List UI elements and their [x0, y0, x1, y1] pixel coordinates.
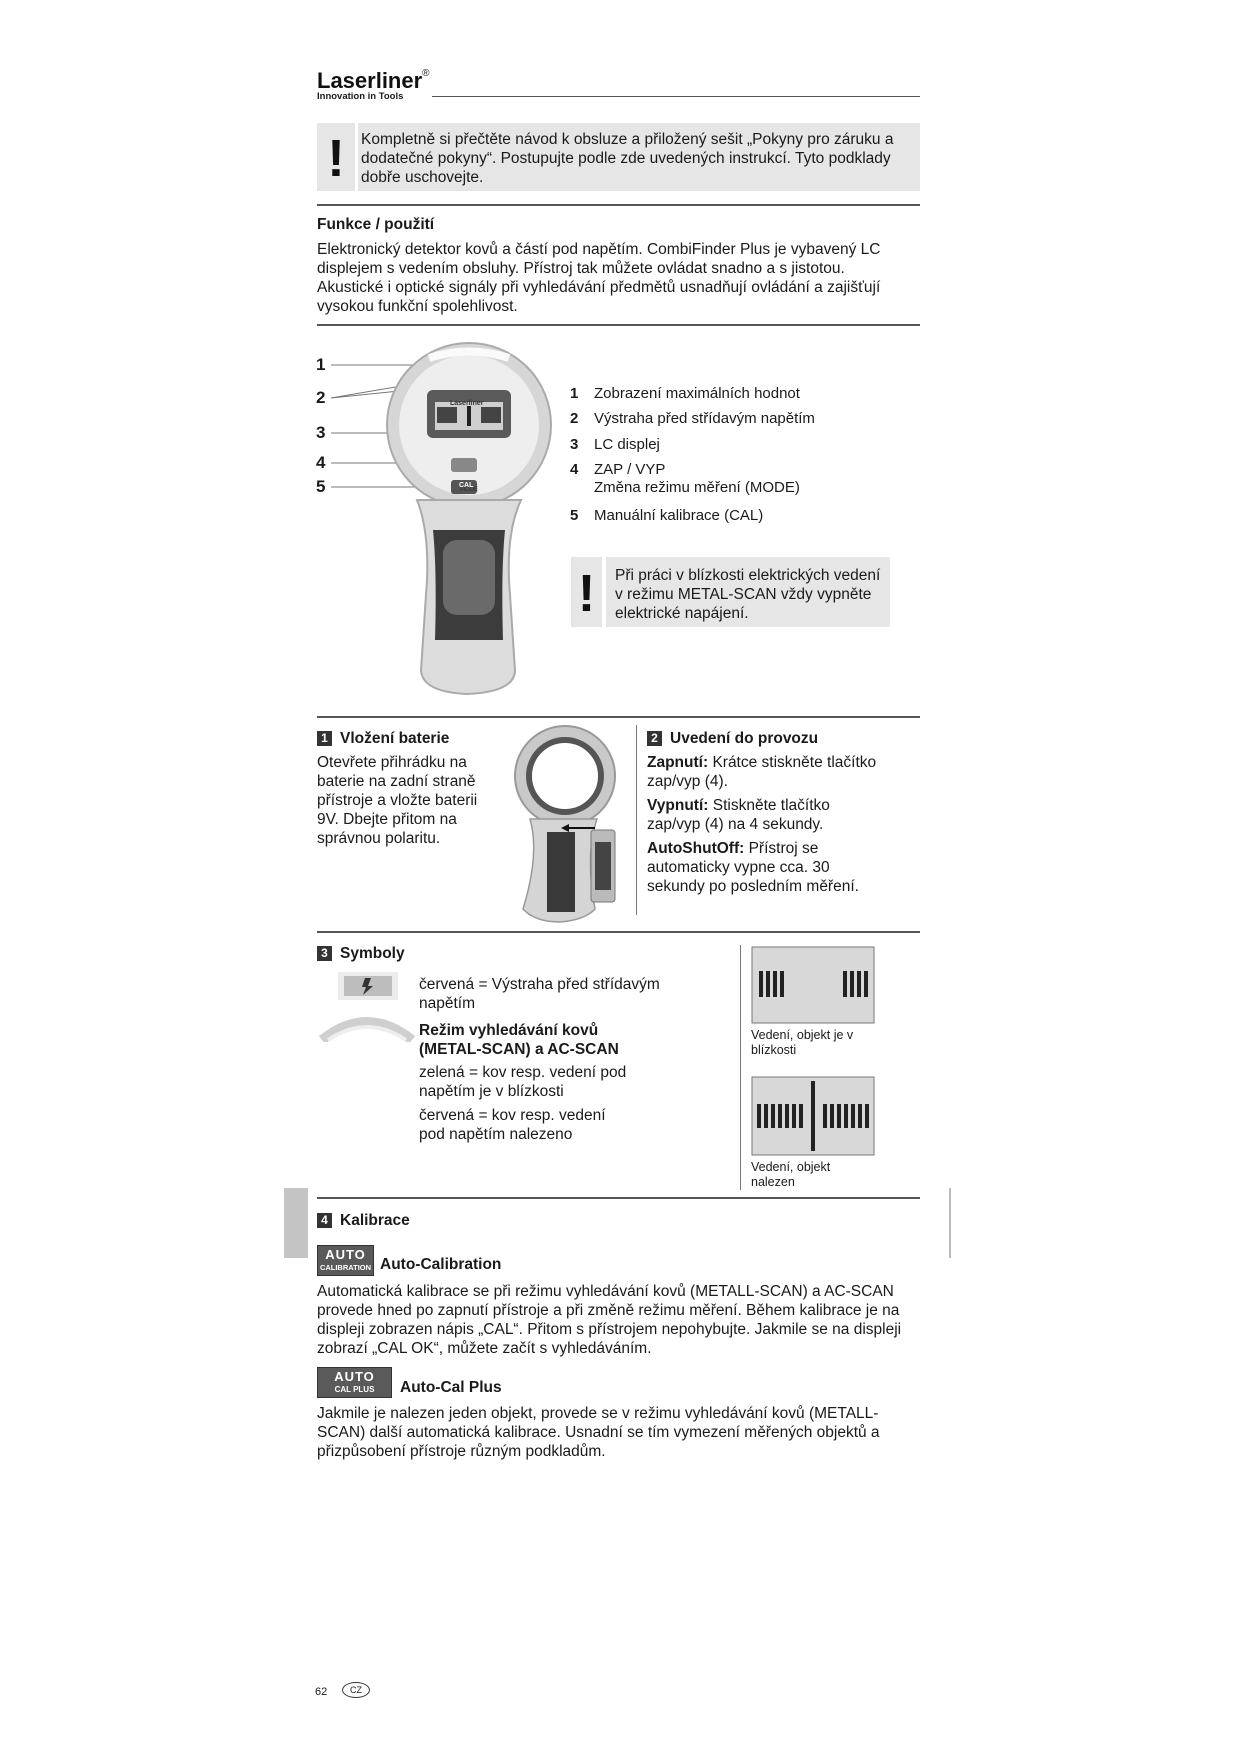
divider-5 [317, 1197, 920, 1199]
section4-title [317, 1212, 410, 1230]
callout-2: 2 [316, 388, 326, 407]
auto-cal-plus-text: Jakmile je nalezen jeden objekt, provede se v režimu vyhledávání kovů (METALL-SCAN) další automatická kalibrace. Usnadní se tím vymezení měřených objektů a přizpůsobení přístroje různým podkladům. [317, 1405, 880, 1460]
device-cal-label: CAL [459, 482, 474, 489]
right-edge-mark [949, 1188, 951, 1258]
legend-text-5: Manuální kalibrace (CAL) [594, 507, 764, 524]
divider-3 [317, 716, 920, 718]
language-badge: CZ [342, 1682, 370, 1698]
page-number: 62 [315, 1686, 328, 1698]
callout-3: 3 [316, 423, 326, 442]
section3-green: zelená = kov resp. vedení pod napětím je v blízkosti [419, 1064, 627, 1100]
auto-cal-plus-icon-bottom: CAL PLUS [334, 1385, 375, 1394]
auto-cal-plus-icon [317, 1367, 392, 1398]
metal-scan-arc-icon [318, 1012, 416, 1042]
section3-cap2: Vedení, objekt nalezen [751, 1160, 831, 1189]
section4-num: 4 [317, 1213, 332, 1228]
section3-cap1: Vedení, objekt je v blízkosti [751, 1028, 854, 1057]
divider-4 [317, 931, 920, 933]
legend-num-2: 2 [570, 410, 579, 427]
header-rule [432, 96, 920, 97]
device-illustration [317, 340, 572, 700]
auto-calibration-icon-top: AUTO [325, 1247, 366, 1262]
section2-zapnuti-text: Krátce stiskněte tlačítko zap/vyp (4). [647, 754, 877, 790]
legend-text-4b: Změna režimu měření (MODE) [594, 479, 800, 496]
callout-5: 5 [316, 477, 326, 496]
section3-mode-title: Režim vyhledávání kovů (METAL-SCAN) a AC-SCAN [419, 1022, 619, 1058]
legend-text-1: Zobrazení maximálních hodnot [594, 385, 800, 402]
display-bars-found-icon [751, 1076, 875, 1156]
brand-tagline: Innovation in Tools [317, 91, 404, 102]
section2-auto-label: AutoShutOff: [647, 840, 745, 857]
divider-1 [317, 204, 920, 206]
section2-title [647, 730, 818, 748]
auto-calibration-icon [317, 1245, 374, 1276]
section2-vypnuti [647, 796, 852, 834]
section1-text: Otevřete přihrádku na baterie na zadní straně přístroje a vložte baterii 9V. Dbejte přitom na správnou polaritu. [317, 754, 478, 847]
section1-title-text: Vložení baterie [340, 730, 450, 747]
section1-title [317, 730, 449, 748]
section3-red: červená = kov resp. vedení pod napětím nalezeno [419, 1107, 606, 1143]
warning-mid-text: Při práci v blízkosti elektrických vedení v režimu METAL-SCAN vždy vypněte elektrické napájení. [615, 567, 881, 622]
section2-title-text: Uvedení do provozu [670, 730, 819, 747]
auto-cal-plus-title: Auto-Cal Plus [400, 1379, 502, 1396]
section2-vypnuti-label: Vypnutí: [647, 797, 709, 814]
section2-auto-text: Přístroj se automaticky vypne cca. 30 sekundy po posledním měření. [647, 840, 859, 895]
funkce-text: Elektronický detektor kovů a částí pod napětím. CombiFinder Plus je vybavený LC displejem s vedením obsluhy. Přístroj tak můžete ovládat snadno a s jistotou. Akustické i optické signály při vyhledávání předmětů usnadňují ovládání a zajišťují vysokou funkční spolehlivost. [317, 241, 881, 315]
section2-auto [647, 839, 867, 896]
legend-text-3: LC displej [594, 436, 660, 453]
device-brand-label: Laserliner [450, 400, 484, 407]
legend-num-1: 1 [570, 385, 579, 402]
exclamation-icon-mid: ! [577, 565, 596, 623]
brand-reg: ® [422, 68, 430, 79]
legend-num-5: 5 [570, 507, 579, 524]
legend-num-3: 3 [570, 436, 579, 453]
section-vertical-divider [636, 725, 637, 915]
section4-title-text: Kalibrace [340, 1212, 410, 1229]
legend-text-4: ZAP / VYP [594, 461, 666, 478]
section2-zapnuti [647, 753, 877, 791]
section2-num: 2 [647, 731, 662, 746]
funkce-title: Funkce / použití [317, 216, 435, 233]
battery-illustration [505, 724, 625, 924]
divider-2 [317, 324, 920, 326]
ac-warning-symbol-icon [338, 968, 398, 1004]
section1-num: 1 [317, 731, 332, 746]
section3-sym1: červená = Výstraha před střídavým napětím [419, 976, 660, 1012]
section2-zapnuti-label: Zapnutí: [647, 754, 709, 771]
brand-name: Laserliner [317, 68, 423, 93]
section2-vypnuti-text: Stiskněte tlačítko zap/vyp (4) na 4 sekundy. [647, 797, 830, 833]
display-bars-near-icon [751, 946, 875, 1024]
section3-title [317, 945, 405, 963]
auto-calibration-icon-bottom: CALIBRATION [319, 1263, 372, 1272]
brand-logo [317, 68, 430, 102]
auto-calibration-title: Auto-Calibration [380, 1256, 502, 1273]
auto-cal-plus-icon-top: AUTO [334, 1369, 375, 1384]
section3-title-text: Symboly [340, 945, 405, 962]
callout-4: 4 [316, 453, 326, 472]
warning-top-text: Kompletně si přečtěte návod k obsluze a přiložený sešit „Pokyny pro záruku a dodatečné pokyny“. Postupujte podle zde uvedených instrukcí. Tyto podklady dobře uschovejte. [361, 131, 894, 186]
auto-calibration-text: Automatická kalibrace se při režimu vyhledávání kovů (METALL-SCAN) a AC-SCAN provede hned po zapnutí přístroje a při změně režimu měření. Během kalibrace je na displeji zobrazen nápis „CAL“. Přitom s přístrojem nepohybujte. Jakmile se na displeji zobrazí „CAL OK“, můžete začít s vyhledáváním. [317, 1283, 902, 1357]
legend-num-4: 4 [570, 461, 579, 478]
exclamation-icon: ! [327, 130, 345, 188]
section3-num: 3 [317, 946, 332, 961]
side-tab [284, 1188, 308, 1258]
symbols-vertical-divider [740, 945, 741, 1190]
device-mode-label: MODE [460, 487, 478, 493]
legend-text-2: Výstraha před střídavým napětím [594, 410, 815, 427]
callout-1: 1 [316, 355, 326, 374]
